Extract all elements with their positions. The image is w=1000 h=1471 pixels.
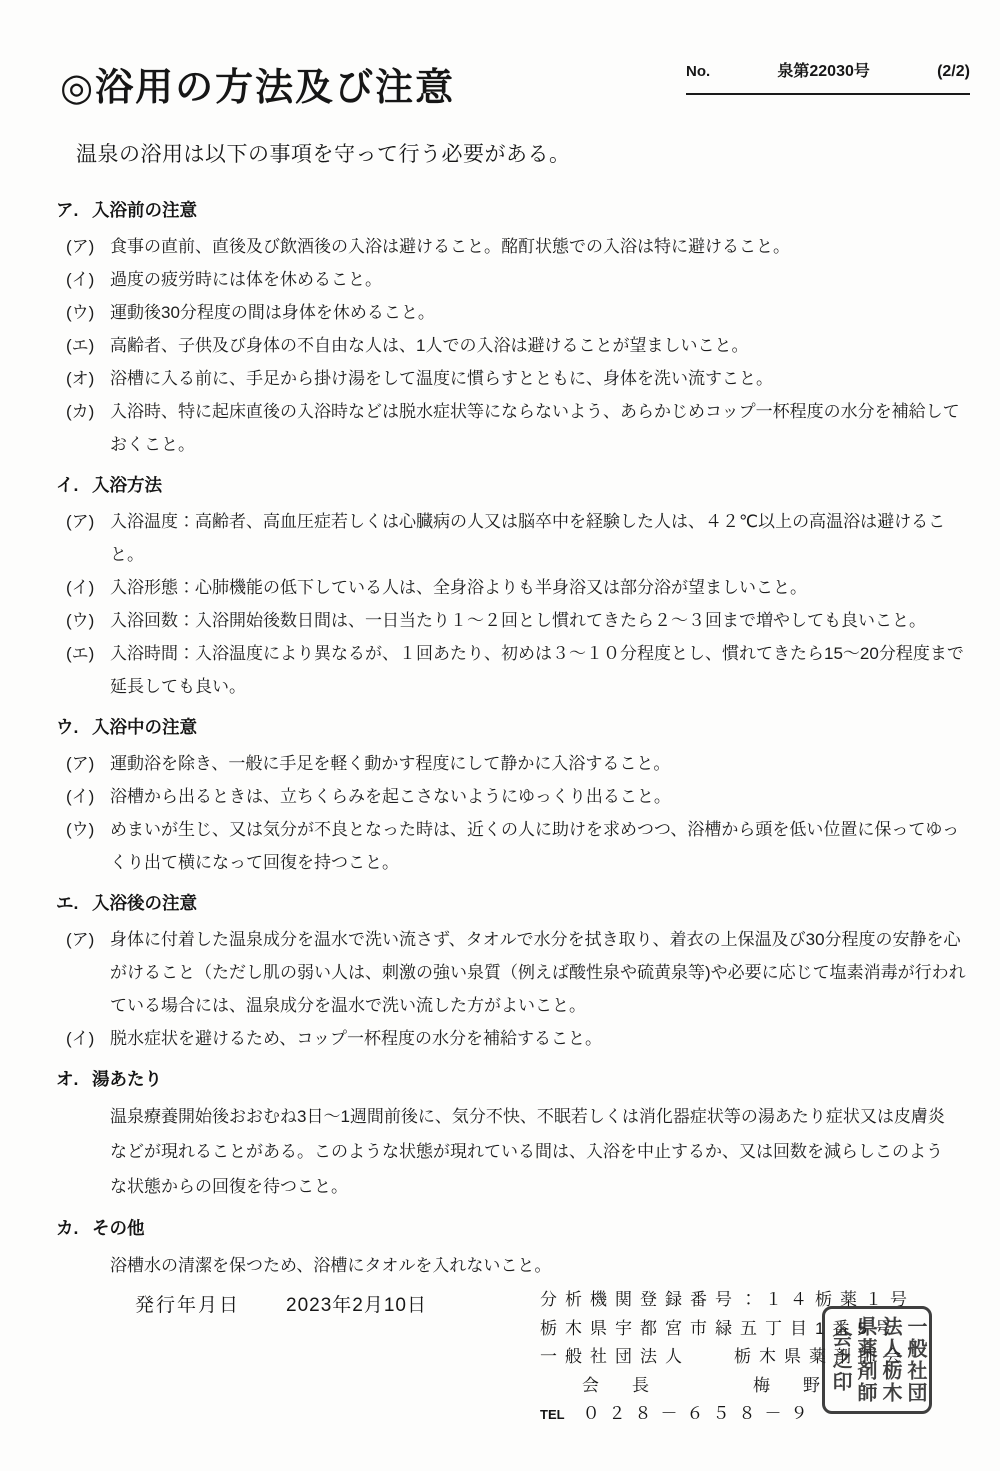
section-yuatari <box>0 1063 1000 1204</box>
section-marker: オ. <box>56 1069 79 1089</box>
section-before-bathing <box>0 194 1000 461</box>
section-title: 入浴前の注意 <box>92 200 197 220</box>
list-item <box>0 362 1000 395</box>
item-marker: (エ) <box>66 336 95 355</box>
section-title: その他 <box>92 1218 145 1238</box>
item-text: 浴槽から出るときは、立ちくらみを起こさないようにゆっくり出ること。 <box>110 787 671 806</box>
tel-number: ０２８－６５８－９ <box>582 1404 817 1423</box>
org-type: 一般社団法人 <box>540 1347 690 1366</box>
item-text: 入浴形態：心肺機能の低下している人は、全身浴よりも半身浴又は部分浴が望ましいこと。 <box>110 578 807 597</box>
section-after-bathing <box>0 887 1000 1055</box>
section-heading <box>56 887 1000 920</box>
item-text: 入浴時間：入浴温度により異なるが、１回あたり、初めは３～１０分程度とし、慣れてきたら15～20分程度まで延長しても良い。 <box>110 644 964 696</box>
section-heading <box>56 469 1000 502</box>
list-item <box>0 230 1000 263</box>
section-title: 湯あたり <box>92 1069 162 1089</box>
section-marker: エ. <box>56 893 79 913</box>
list-item <box>0 505 1000 571</box>
registration-number-line: 分析機関登録番号：１４栃薬１号 <box>540 1290 915 1309</box>
list-item <box>0 395 1000 461</box>
section-during-bathing <box>0 711 1000 879</box>
chair-title: 会 長 <box>582 1375 657 1395</box>
doc-no-label: No. <box>686 63 711 80</box>
issue-date-line <box>135 1290 427 1317</box>
item-marker: (イ) <box>66 1029 95 1048</box>
issue-date-value: 2023年2月10日 <box>286 1295 427 1316</box>
page-indicator: (2/2) <box>937 63 970 80</box>
item-text: 入浴時、特に起床直後の入浴時などは脱水症状等にならないよう、あらかじめコップ一杯程度の水分を補給しておくこと。 <box>110 402 960 454</box>
section-marker: ア. <box>56 200 79 220</box>
item-marker: (イ) <box>66 578 95 597</box>
item-text: 食事の直前、直後及び飲酒後の入浴は避けること。酩酊状態での入浴は特に避けること。 <box>110 237 790 256</box>
item-text: 入浴温度：高齢者、高血圧症若しくは心臓病の人又は脳卒中を経験した人は、４２℃以上の高温浴は避けること。 <box>110 512 946 564</box>
section-title: 入浴中の注意 <box>92 717 197 737</box>
chair-name: 梅 野 <box>753 1375 828 1395</box>
section-marker: イ. <box>56 475 79 495</box>
list-item <box>0 923 1000 1022</box>
section-marker: ウ. <box>56 717 79 737</box>
list-item <box>0 296 1000 329</box>
section-marker: カ. <box>56 1218 79 1238</box>
section-paragraph: 温泉療養開始後おおむね3日～1週間前後に、気分不快、不眠若しくは消化器症状等の湯あたり症状又は皮膚炎などが現れることがある。このような状態が現れている間は、入浴を中止するか、又は回数を減らしこのような状態からの回復を待つこと。 <box>110 1107 945 1196</box>
tel-label: TEL <box>540 1407 565 1422</box>
item-marker: (イ) <box>66 787 95 806</box>
item-marker: (ア) <box>66 754 95 773</box>
item-marker: (エ) <box>66 644 95 663</box>
item-marker: (ア) <box>66 237 95 256</box>
list-item <box>0 637 1000 703</box>
section-title: 入浴方法 <box>92 475 162 495</box>
item-marker: (カ) <box>66 402 95 421</box>
document-body <box>0 186 1000 1283</box>
item-marker: (オ) <box>66 369 95 388</box>
section-heading <box>56 711 1000 744</box>
issue-date-label: 発行年月日 <box>135 1295 241 1316</box>
doc-number: 泉第22030号 <box>777 63 870 80</box>
item-text: 過度の疲労時には体を休めること。 <box>110 270 382 289</box>
list-item <box>0 1022 1000 1055</box>
item-marker: (ウ) <box>66 820 95 839</box>
item-marker: (ウ) <box>66 303 95 322</box>
list-item <box>0 263 1000 296</box>
item-marker: (ア) <box>66 930 95 949</box>
item-marker: (ア) <box>66 512 95 531</box>
section-heading <box>56 194 1000 227</box>
list-item <box>0 571 1000 604</box>
item-text: 運動浴を除き、一般に手足を軽く動かす程度にして静かに入浴すること。 <box>110 754 671 773</box>
section-other <box>0 1212 1000 1283</box>
item-marker: (イ) <box>66 270 95 289</box>
item-text: 脱水症状を避けるため、コップ一杯程度の水分を補給すること。 <box>110 1029 602 1048</box>
section-paragraph: 浴槽水の清潔を保つため、浴槽にタオルを入れないこと。 <box>110 1256 552 1275</box>
item-marker: (ウ) <box>66 611 95 630</box>
section-heading <box>56 1212 1000 1245</box>
list-item <box>0 780 1000 813</box>
list-item <box>0 604 1000 637</box>
item-text: 高齢者、子供及び身体の不自由な人は、1人での入浴は避けることが望ましいこと。 <box>110 336 749 355</box>
list-item <box>0 747 1000 780</box>
section-heading <box>56 1063 1000 1096</box>
seal-text: 一般社団法人栃木県薬剤師会之印 <box>829 1316 926 1404</box>
section-title: 入浴後の注意 <box>92 893 197 913</box>
item-text: 運動後30分程度の間は身体を休めること。 <box>110 303 435 322</box>
official-seal-stamp <box>822 1306 932 1414</box>
item-text: 身体に付着した温泉成分を温水で洗い流さず、タオルで水分を拭き取り、着衣の上保温及び30分程度の安静を心がけること（ただし肌の弱い人は、刺激の強い泉質（例えば酸性泉や硫黄泉等)や必要に応じて塩素消毒が行われている場合には、温泉成分を温水で洗い流した方がよいこと。 <box>110 930 966 1015</box>
item-text: めまいが生じ、又は気分が不良となった時は、近くの人に助けを求めつつ、浴槽から頭を低い位置に保ってゆっくり出て横になって回復を持つこと。 <box>110 820 960 872</box>
section-bathing-method <box>0 469 1000 703</box>
agency-address-line: 栃木県宇都宮市緑五丁目1番5号 <box>540 1318 900 1338</box>
item-text: 浴槽に入る前に、手足から掛け湯をして温度に慣らすとともに、身体を洗い流すこと。 <box>110 369 773 388</box>
item-text: 入浴回数：入浴開始後数日間は、一日当たり１～２回とし慣れてきたら２～３回まで増やしても良いこと。 <box>110 611 926 630</box>
org-name: 栃木県薬剤師会 <box>734 1347 909 1366</box>
page-title: ◎浴用の方法及び注意 <box>60 67 456 109</box>
list-item <box>0 813 1000 879</box>
document-number-line <box>686 58 970 95</box>
intro-sentence: 温泉の浴用は以下の事項を守って行う必要がある。 <box>76 143 571 166</box>
list-item <box>0 329 1000 362</box>
